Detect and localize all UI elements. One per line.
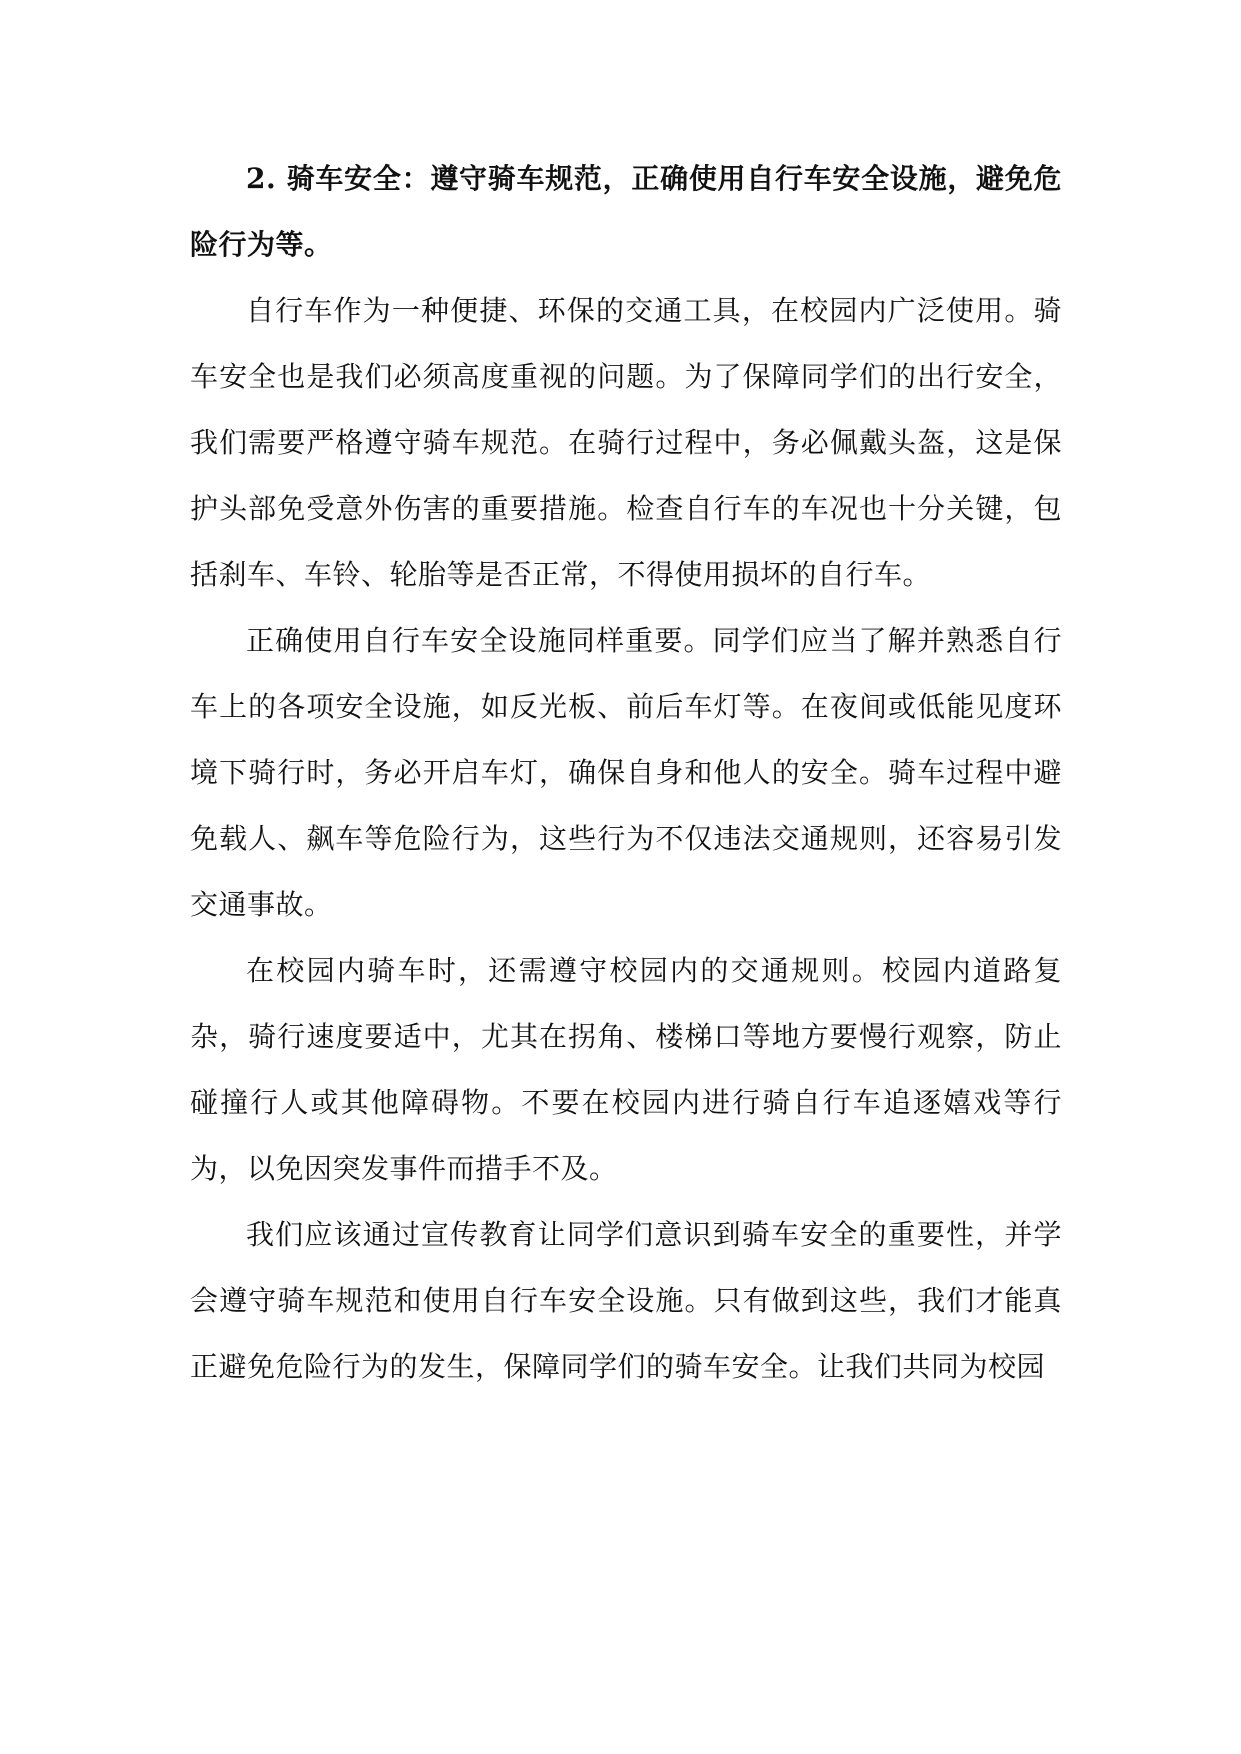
paragraph-2: 正确使用自行车安全设施同样重要。同学们应当了解并熟悉自行车上的各项安全设施，如反光板、前后车灯等。在夜间或低能见度环境下骑行时，务必开启车灯，确保自身和他人的安全。骑车过程中避免载人、飙车等危险行为，这些行为不仅违法交通规则，还容易引发交通事故。 [190,624,1062,921]
paragraph-3: 在校园内骑车时，还需遵守校园内的交通规则。校园内道路复杂，骑行速度要适中，尤其在拐角、楼梯口等地方要慢行观察，防止碰撞行人或其他障碍物。不要在校园内进行骑自行车追逐嬉戏等行为，以免因突发事件而措手不及。 [190,954,1062,1185]
section-heading: 2. 骑车安全：遵守骑车规范，正确使用自行车安全设施，避免危险行为等。 [190,162,1062,261]
paragraph-4: 我们应该通过宣传教育让同学们意识到骑车安全的重要性，并学会遵守骑车规范和使用自行车安全设施。只有做到这些，我们才能真正避免危险行为的发生，保障同学们的骑车安全。让我们共同为校园 [190,1218,1062,1383]
document-body [190,146,1062,1400]
paragraph-1: 自行车作为一种便捷、环保的交通工具，在校园内广泛使用。骑车安全也是我们必须高度重视的问题。为了保障同学们的出行安全，我们需要严格遵守骑车规范。在骑行过程中，务必佩戴头盔，这是保护头部免受意外伤害的重要措施。检查自行车的车况也十分关键，包括刹车、车铃、轮胎等是否正常，不得使用损坏的自行车。 [190,294,1062,591]
